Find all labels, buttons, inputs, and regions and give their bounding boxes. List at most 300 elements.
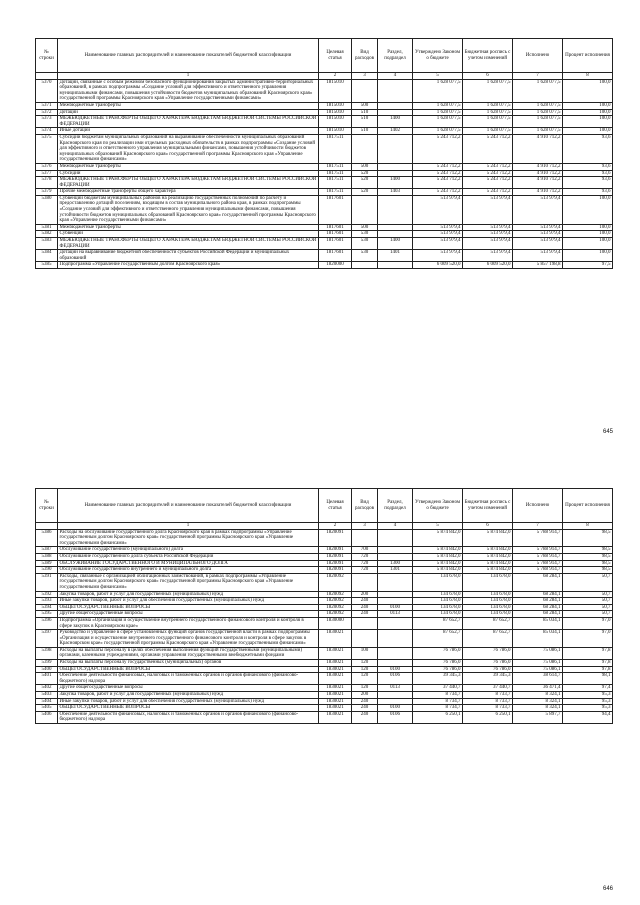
row-name: Другие общегосударственные вопросы [58,685,319,692]
row-target-article: 1817601 [319,231,352,238]
row-section [378,224,413,231]
row-section [378,573,413,591]
row-executed: 513 979,4 [513,238,563,250]
row-section: 1402 [378,128,413,135]
row-section [378,591,413,598]
row-number: 5374 [36,128,58,135]
row-target-article: 1830021 [319,711,352,723]
row-approved: 76 786,0 [413,647,463,659]
row-budget-list: 6 250,1 [463,711,513,723]
index-cell: 7 [513,73,563,80]
row-approved: 513 979,4 [413,231,463,238]
row-name: МЕЖБЮДЖЕТНЫЕ ТРАНСФЕРТЫ ОБЩЕГО ХАРАКТЕРА БЮДЖЕТАМ БЮДЖЕТНОЙ СИСТЕМЫ РОССИЙСКОЙ ФЕДЕРАЦИИ [58,238,319,250]
row-expense-kind: 120 [352,660,378,667]
row-target-article: 1830021 [319,692,352,699]
row-percent: 50,7 [563,591,613,598]
row-section [378,698,413,705]
row-expense-kind: 500 [352,163,378,170]
row-approved: 87 652,7 [413,617,463,629]
row-number: 5392 [36,591,58,598]
row-expense-kind [352,134,378,163]
index-cell: 4 [378,73,413,80]
table-row [36,611,613,618]
table-row [36,109,613,116]
row-section [378,630,413,648]
row-target-article: 1820092 [319,604,352,611]
row-expense-kind: 520 [352,189,378,196]
row-section [378,195,413,224]
table-row [36,666,613,673]
row-number: 5405 [36,705,58,712]
row-executed: 1 628 077,5 [513,102,563,109]
row-budget-list: 134 678,0 [463,573,513,591]
row-number: 5402 [36,685,58,692]
index-cell: 8 [563,523,613,530]
row-approved: 513 979,4 [413,224,463,231]
col-header-kind: Вид расходов [352,39,378,73]
row-expense-kind: 510 [352,128,378,135]
row-expense-kind: 100 [352,647,378,659]
row-name: Субсидии бюджетам муниципальных образований на выравнивание обеспеченности муниципальных образований Красноярского края по реализации ими отдельных расходных обязательств в рамках подпрограммы «Создание условий для эффективного и ответственного управления муниципальными финансами, повышения устойчивости бюджетов муниципальных образований Красноярского края» государственной программы Красноярского края «Управление государственными финансами» [58,134,319,163]
row-name: Расходы, связанные с организацией облигационных заимствований, в рамках подпрограммы «Управление государственным долгом Красноярского края» государственной программы Красноярского края «Управление государственными финансами» [58,573,319,591]
row-target-article: 1815010 [319,79,352,102]
page-number: 645 [603,429,614,435]
row-approved: 5 874 842,0 [413,567,463,574]
row-expense-kind: 120 [352,673,378,685]
row-percent: 97,0 [563,617,613,629]
row-name: Обслуживание государственного (муниципального) долга [58,547,319,554]
row-budget-list: 134 678,0 [463,591,513,598]
row-section: 1400 [378,238,413,250]
row-target-article: 1830021 [319,705,352,712]
row-approved: 1 628 077,5 [413,116,463,128]
row-budget-list: 134 678,0 [463,598,513,605]
row-budget-list: 1 628 077,5 [463,109,513,116]
table-row [36,617,613,629]
row-budget-list: 6 009 520,0 [463,262,513,269]
col-header-no: № строки [36,489,58,523]
row-number: 5394 [36,604,58,611]
index-cell: 7 [513,523,563,530]
row-section [378,170,413,177]
row-executed: 513 979,4 [513,195,563,224]
row-section [378,79,413,102]
row-expense-kind: 520 [352,177,378,189]
index-cell: 8 [563,73,613,80]
row-name: Закупка товаров, работ и услуг для государственных (муниципальных) нужд [58,591,319,598]
table-header-row [36,39,613,73]
col-header-target: Целевая статья [319,39,352,73]
row-executed: 75 086,1 [513,660,563,667]
row-executed: 5 788 914,7 [513,547,563,554]
row-executed: 5 897,7 [513,711,563,723]
row-section [378,547,413,554]
row-approved: 134 678,0 [413,604,463,611]
row-target-article: 1817601 [319,250,352,262]
row-section: 1400 [378,116,413,128]
row-name: Иные закупки товаров, работ и услуг для обеспечения государственных (муниципальных) нужд [58,598,319,605]
row-expense-kind: 200 [352,591,378,598]
table-row [36,604,613,611]
row-budget-list: 5 243 712,2 [463,163,513,170]
row-executed: 1 628 077,5 [513,79,563,102]
row-number: 5387 [36,547,58,554]
table-row [36,591,613,598]
table-row [36,630,613,648]
row-approved: 134 678,0 [413,598,463,605]
row-executed: 5 788 914,7 [513,560,563,567]
row-target-article: 1820092 [319,573,352,591]
row-percent: 98,1 [563,673,613,685]
row-name: Подпрограмма «Организация и осуществление внутреннего государственного финансового контроля и контроля в сфере закупок в Красноярском крае» [58,617,319,629]
row-expense-kind: 240 [352,705,378,712]
row-executed: 513 979,4 [513,224,563,231]
row-executed: 5 788 914,7 [513,553,563,560]
table-row [36,560,613,567]
row-number: 5379 [36,189,58,196]
row-expense-kind: 240 [352,611,378,618]
row-target-article: 1820092 [319,611,352,618]
row-target-article: 1817601 [319,195,352,224]
row-expense-kind: 240 [352,698,378,705]
row-approved: 513 979,4 [413,250,463,262]
row-number: 5389 [36,560,58,567]
table-row [36,573,613,591]
row-budget-list: 513 979,4 [463,238,513,250]
table-row [36,177,613,189]
row-executed: 68 284,1 [513,573,563,591]
row-target-article: 1820091 [319,529,352,547]
row-executed: 513 979,4 [513,231,563,238]
row-percent: 97,4 [563,685,613,692]
row-executed: 68 284,1 [513,591,563,598]
row-target-article: 1830021 [319,630,352,648]
row-target-article: 1820091 [319,547,352,554]
row-percent: 93,6 [563,134,613,163]
row-percent: 97,8 [563,660,613,667]
row-budget-list: 5 243 712,2 [463,177,513,189]
row-section: 0113 [378,685,413,692]
col-header-name: Наименование главных распорядителей и наименование показателей бюджетной классификации [58,489,319,523]
row-percent: 100,0 [563,79,613,102]
row-budget-list: 76 786,0 [463,647,513,659]
row-budget-list: 8 733,7 [463,692,513,699]
row-approved: 5 243 712,2 [413,134,463,163]
row-percent: 100,0 [563,250,613,262]
row-target-article: 1830021 [319,660,352,667]
row-name: Расходы на выплаты персоналу государственных (муниципальных) органов [58,660,319,667]
table-row [36,102,613,109]
row-number: 5378 [36,177,58,189]
row-budget-list: 5 874 842,0 [463,553,513,560]
row-section: 1301 [378,567,413,574]
row-name: Расходы на выплаты персоналу в целях обеспечения выполнения функций государственными (муниципальными) органами, казенными учреждениями, органами управления государственными внебюджетными фондами [58,647,319,659]
row-section [378,553,413,560]
row-number: 5380 [36,195,58,224]
row-number: 5383 [36,238,58,250]
row-section: 0106 [378,673,413,685]
row-approved: 5 243 712,2 [413,189,463,196]
row-executed: 1 628 077,5 [513,109,563,116]
row-executed: 4 910 712,2 [513,170,563,177]
row-target-article: 1830021 [319,698,352,705]
row-budget-list: 513 979,4 [463,231,513,238]
row-budget-list: 87 652,7 [463,617,513,629]
row-percent: 100,0 [563,102,613,109]
row-expense-kind: 510 [352,116,378,128]
table-row [36,250,613,262]
row-expense-kind [352,630,378,648]
row-expense-kind: 520 [352,170,378,177]
row-section [378,692,413,699]
row-executed: 85 034,1 [513,630,563,648]
row-name: Дотации на выравнивание бюджетной обеспеченности субъектов Российской Федерации и муниципальных образований [58,250,319,262]
col-header-name: Наименование главных распорядителей и наименование показателей бюджетной классификации [58,39,319,73]
row-approved: 5 243 712,2 [413,163,463,170]
row-number: 5382 [36,231,58,238]
row-name: Обеспечение деятельности финансовых, налоговых и таможенных органов и органов финансового (финансово-бюджетного) надзора [58,711,319,723]
table-row [36,238,613,250]
table-row [36,231,613,238]
row-executed: 75 086,1 [513,666,563,673]
row-percent: 93,6 [563,189,613,196]
row-budget-list: 5 874 842,0 [463,560,513,567]
row-executed: 75 086,1 [513,647,563,659]
table-row [36,705,613,712]
row-target-article: 1830021 [319,673,352,685]
index-cell: 5 [413,73,463,80]
index-cell: 1 [58,73,319,80]
row-approved: 8 734,7 [413,692,463,699]
row-section [378,598,413,605]
table-row [36,224,613,231]
row-percent: 100,0 [563,195,613,224]
row-name: Межбюджетные трансферты [58,163,319,170]
row-approved: 87 652,7 [413,630,463,648]
row-budget-list: 5 243 712,2 [463,189,513,196]
row-expense-kind: 510 [352,109,378,116]
row-name: Дотации [58,109,319,116]
row-percent: 98,5 [563,560,613,567]
row-target-article: 1817511 [319,189,352,196]
row-percent: 98,5 [563,529,613,547]
col-header-approved: Утверждено Законом о бюджете [413,489,463,523]
row-percent: 50,7 [563,604,613,611]
row-budget-list: 39 345,3 [463,673,513,685]
table-row [36,698,613,705]
row-percent: 97,5 [563,262,613,269]
row-approved: 1 628 077,5 [413,79,463,102]
row-percent: 100,0 [563,116,613,128]
row-name: Обслуживание государственного внутреннего и муниципального долга [58,567,319,574]
row-percent: 100,0 [563,128,613,135]
row-expense-kind: 720 [352,567,378,574]
row-approved: 8 734,7 [413,705,463,712]
row-expense-kind: 240 [352,711,378,723]
row-section [378,262,413,269]
row-budget-list: 5 243 712,2 [463,134,513,163]
row-executed: 68 284,1 [513,611,563,618]
row-executed: 4 910 712,2 [513,134,563,163]
row-executed: 4 910 712,2 [513,189,563,196]
row-number: 5399 [36,660,58,667]
row-number: 5377 [36,170,58,177]
table-row [36,685,613,692]
row-number: 5398 [36,647,58,659]
row-expense-kind: 240 [352,604,378,611]
index-cell: 1 [58,523,319,530]
row-approved: 134 678,0 [413,591,463,598]
row-budget-list: 1 628 077,5 [463,79,513,102]
row-number: 5385 [36,262,58,269]
row-expense-kind [352,617,378,629]
row-number: 5381 [36,224,58,231]
row-target-article: 1817511 [319,163,352,170]
table-row [36,116,613,128]
row-executed: 38 614,7 [513,673,563,685]
row-section [378,102,413,109]
row-expense-kind: 240 [352,598,378,605]
row-number: 5401 [36,673,58,685]
row-budget-list: 1 628 077,5 [463,102,513,109]
row-number: 5373 [36,116,58,128]
table-row [36,163,613,170]
row-budget-list: 5 874 842,0 [463,567,513,574]
row-number: 5403 [36,692,58,699]
row-percent: 100,0 [563,231,613,238]
row-executed: 5 788 914,7 [513,529,563,547]
row-section [378,134,413,163]
row-executed: 68 284,1 [513,604,563,611]
row-section: 0106 [378,711,413,723]
table-row [36,189,613,196]
row-approved: 6 250,1 [413,711,463,723]
row-budget-list: 76 786,0 [463,660,513,667]
row-section [378,109,413,116]
row-target-article: 1820091 [319,560,352,567]
row-target-article: 1830021 [319,685,352,692]
row-approved: 5 243 712,2 [413,177,463,189]
row-expense-kind: 720 [352,553,378,560]
row-target-article: 1820092 [319,598,352,605]
table-row [36,79,613,102]
row-percent: 100,0 [563,224,613,231]
row-executed: 5 857 198,8 [513,262,563,269]
row-executed: 36 471,4 [513,685,563,692]
row-percent: 94,4 [563,711,613,723]
row-percent: 95,3 [563,705,613,712]
row-approved: 1 628 077,5 [413,102,463,109]
index-cell: 6 [463,73,513,80]
row-name: Субвенции [58,231,319,238]
table-row [36,170,613,177]
row-name: Субсидии [58,170,319,177]
row-expense-kind [352,79,378,102]
row-percent: 50,7 [563,611,613,618]
page-number: 646 [603,886,614,892]
row-executed: 8 324,1 [513,692,563,699]
row-section: 1300 [378,560,413,567]
row-number: 5370 [36,79,58,102]
table-row [36,647,613,659]
row-budget-list: 8 733,7 [463,698,513,705]
row-section: 0100 [378,705,413,712]
table-row [36,567,613,574]
table-row [36,134,613,163]
col-header-list: Бюджетная роспись с учетом изменений [463,489,513,523]
row-number: 5375 [36,134,58,163]
row-approved: 39 345,3 [413,673,463,685]
row-number: 5404 [36,698,58,705]
row-target-article: 1817601 [319,224,352,231]
row-approved: 513 979,4 [413,195,463,224]
row-executed: 5 788 914,7 [513,567,563,574]
col-header-target: Целевая статья [319,489,352,523]
row-name: ОБЩЕГОСУДАРСТВЕННЫЕ ВОПРОСЫ [58,705,319,712]
row-target-article: 1815010 [319,116,352,128]
row-name: Межбюджетные трансферты [58,102,319,109]
table-row [36,195,613,224]
row-budget-list: 76 786,0 [463,666,513,673]
row-name: Обеспечение деятельности финансовых, налоговых и таможенных органов и органов финансового (финансово-бюджетного) надзора [58,673,319,685]
row-percent: 100,0 [563,109,613,116]
row-number: 5371 [36,102,58,109]
row-percent: 97,8 [563,666,613,673]
col-header-executed: Исполнено [513,39,563,73]
row-percent: 98,5 [563,553,613,560]
row-name: ОБСЛУЖИВАНИЕ ГОСУДАРСТВЕННОГО И МУНИЦИПАЛЬНОГО ДОЛГА [58,560,319,567]
row-number: 5393 [36,598,58,605]
row-percent: 98,5 [563,547,613,554]
row-approved: 5 874 842,0 [413,553,463,560]
row-section [378,231,413,238]
row-percent: 98,5 [563,567,613,574]
row-expense-kind: 530 [352,231,378,238]
row-section [378,617,413,629]
row-number: 5391 [36,573,58,591]
col-header-no: № строки [36,39,58,73]
row-name: Расходы на обслуживание государственного долга Красноярского края в рамках подпрограммы «Управление государственным долгом Красноярского края» государственной программы Красноярского края «Управление государственными финансами» [58,529,319,547]
row-approved: 76 786,0 [413,660,463,667]
row-name: МЕЖБЮДЖЕТНЫЕ ТРАНСФЕРТЫ ОБЩЕГО ХАРАКТЕРА БЮДЖЕТАМ БЮДЖЕТНОЙ СИСТЕМЫ РОССИЙСКОЙ ФЕДЕРАЦИИ [58,116,319,128]
col-header-percent: Процент исполнения [563,39,613,73]
index-cell: 3 [352,523,378,530]
row-percent: 97,8 [563,647,613,659]
table-row [36,128,613,135]
index-cell: 4 [378,523,413,530]
row-expense-kind: 500 [352,224,378,231]
row-target-article: 1830000 [319,617,352,629]
row-percent: 93,6 [563,163,613,170]
row-name: ОБЩЕГОСУДАРСТВЕННЫЕ ВОПРОСЫ [58,666,319,673]
row-number: 5388 [36,553,58,560]
row-approved: 8 734,7 [413,698,463,705]
index-cell [36,73,58,80]
row-name: Закупка товаров, работ и услуг для государственных (муниципальных) нужд [58,692,319,699]
table-row [36,673,613,685]
row-executed: 513 979,4 [513,250,563,262]
col-header-section: Раздел, подраздел [378,489,413,523]
row-section: 0113 [378,611,413,618]
row-approved: 5 874 842,0 [413,560,463,567]
row-budget-list: 87 652,7 [463,630,513,648]
row-target-article: 1817511 [319,177,352,189]
row-section: 1401 [378,250,413,262]
table-row [36,529,613,547]
row-section [378,163,413,170]
budget-table-page-646 [35,488,613,724]
row-section: 0100 [378,604,413,611]
